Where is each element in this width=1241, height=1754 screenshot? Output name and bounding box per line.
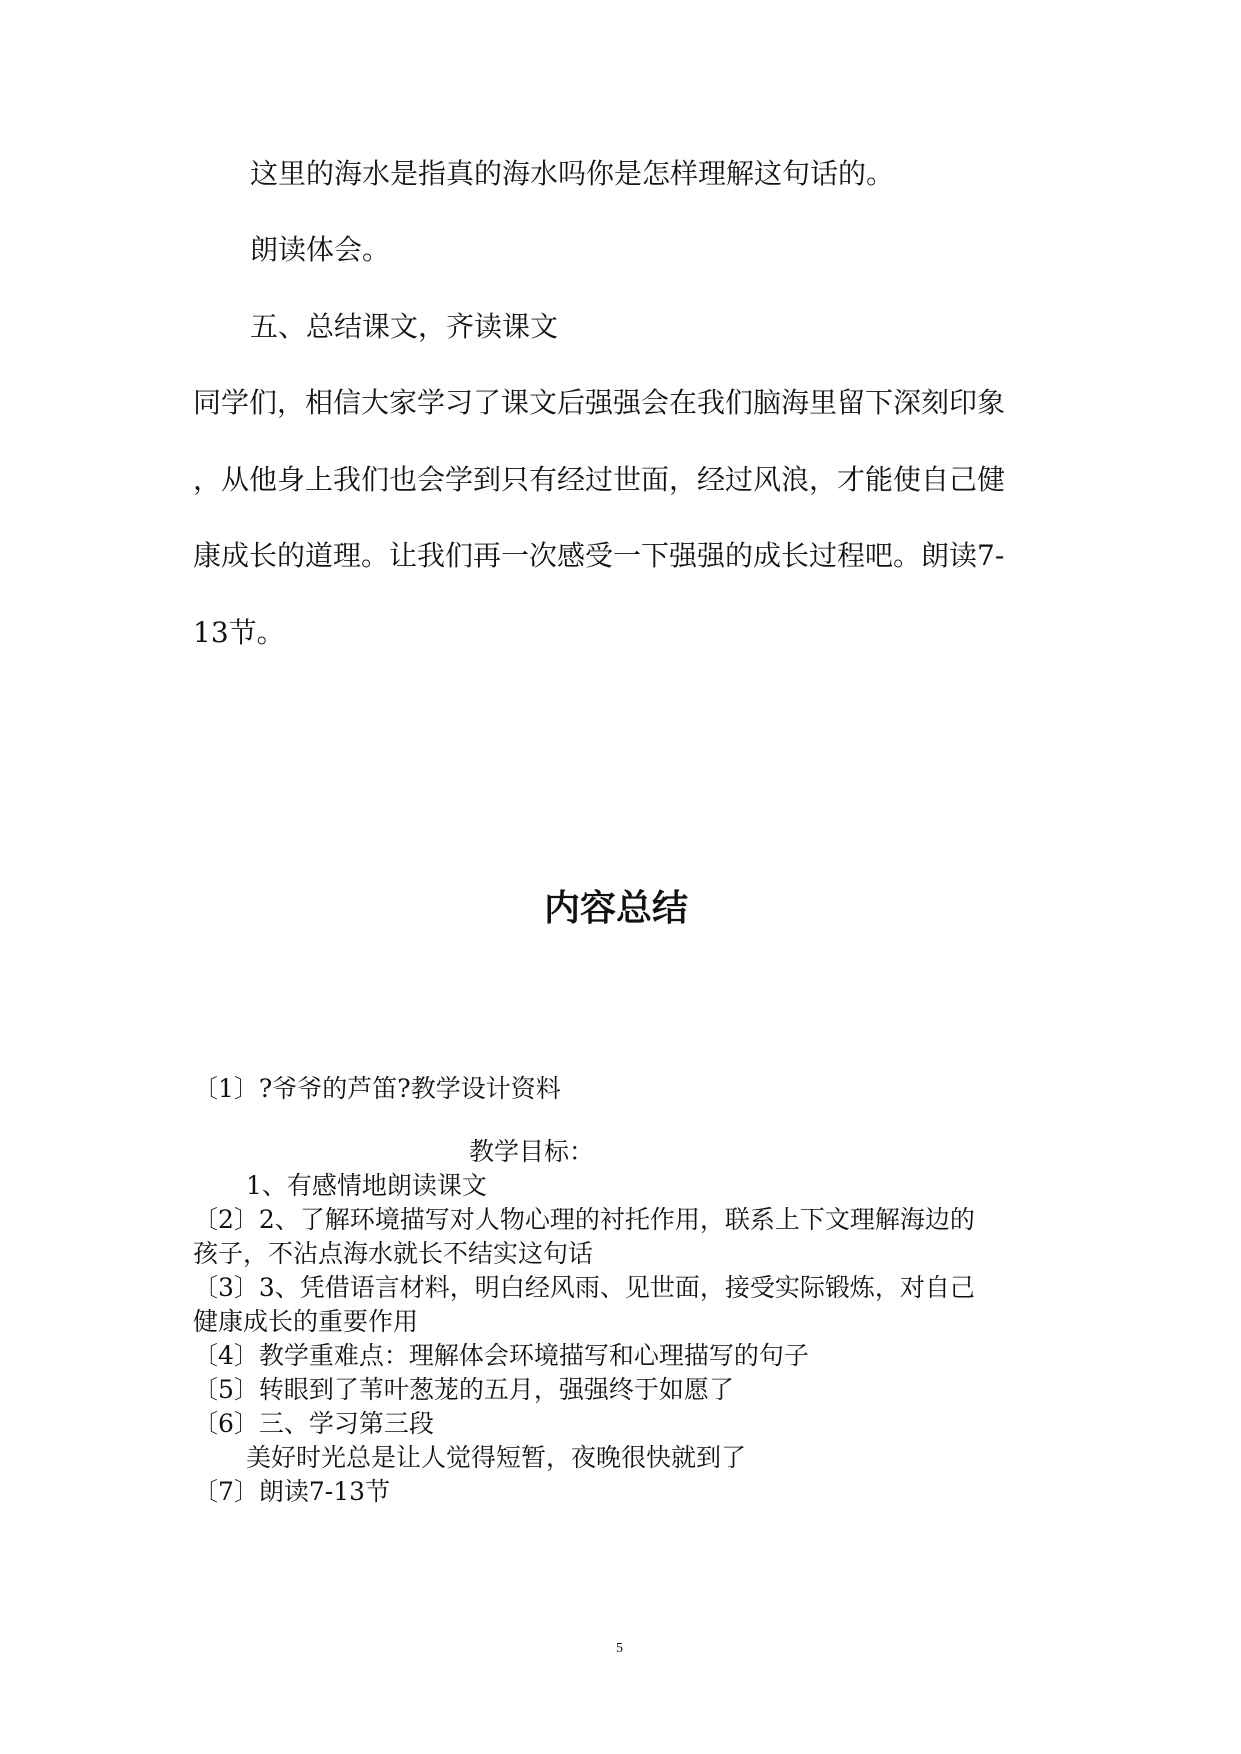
- summary-line: 〔2〕2、了解环境描写对人物心理的衬托作用，联系上下文理解海边的: [193, 1205, 975, 1234]
- page-number: 5: [616, 1641, 623, 1656]
- body-line: 这里的海水是指真的海水吗你是怎样理解这句话的。: [250, 157, 895, 190]
- body-line: 同学们，相信大家学习了课文后强强会在我们脑海里留下深刻印象: [193, 386, 1006, 419]
- summary-line: 〔1〕?爷爷的芦笛?教学设计资料: [193, 1074, 561, 1103]
- summary-line: 〔5〕转眼到了苇叶葱茏的五月，强强终于如愿了: [193, 1375, 734, 1404]
- summary-line: 教学目标：: [469, 1137, 595, 1166]
- summary-line: 〔3〕3、凭借语言材料，明白经风雨、见世面，接受实际锻炼，对自己: [193, 1273, 975, 1302]
- summary-line: 〔6〕三、学习第三段: [193, 1409, 434, 1438]
- summary-line: 孩子，不沾点海水就长不结实这句话: [193, 1239, 594, 1268]
- summary-line: 〔7〕朗读7-13节: [193, 1477, 391, 1506]
- summary-line: 1、有感情地朗读课文: [246, 1171, 487, 1200]
- body-line: 朗读体会。: [250, 233, 391, 266]
- summary-line: 健康成长的重要作用: [193, 1307, 419, 1336]
- summary-title: 内容总结: [544, 888, 689, 929]
- body-line: ，从他身上我们也会学到只有经过世面，经过风浪，才能使自己健: [193, 463, 1006, 496]
- body-line: 康成长的道理。让我们再一次感受一下强强的成长过程吧。朗读7-: [193, 539, 1005, 572]
- summary-line: 〔4〕教学重难点：理解体会环境描写和心理描写的句子: [193, 1341, 809, 1370]
- section-heading: 五、总结课文，齐读课文: [250, 310, 559, 343]
- summary-line: 美好时光总是让人觉得短暂，夜晚很快就到了: [246, 1443, 747, 1472]
- body-line: 13节。: [193, 616, 285, 649]
